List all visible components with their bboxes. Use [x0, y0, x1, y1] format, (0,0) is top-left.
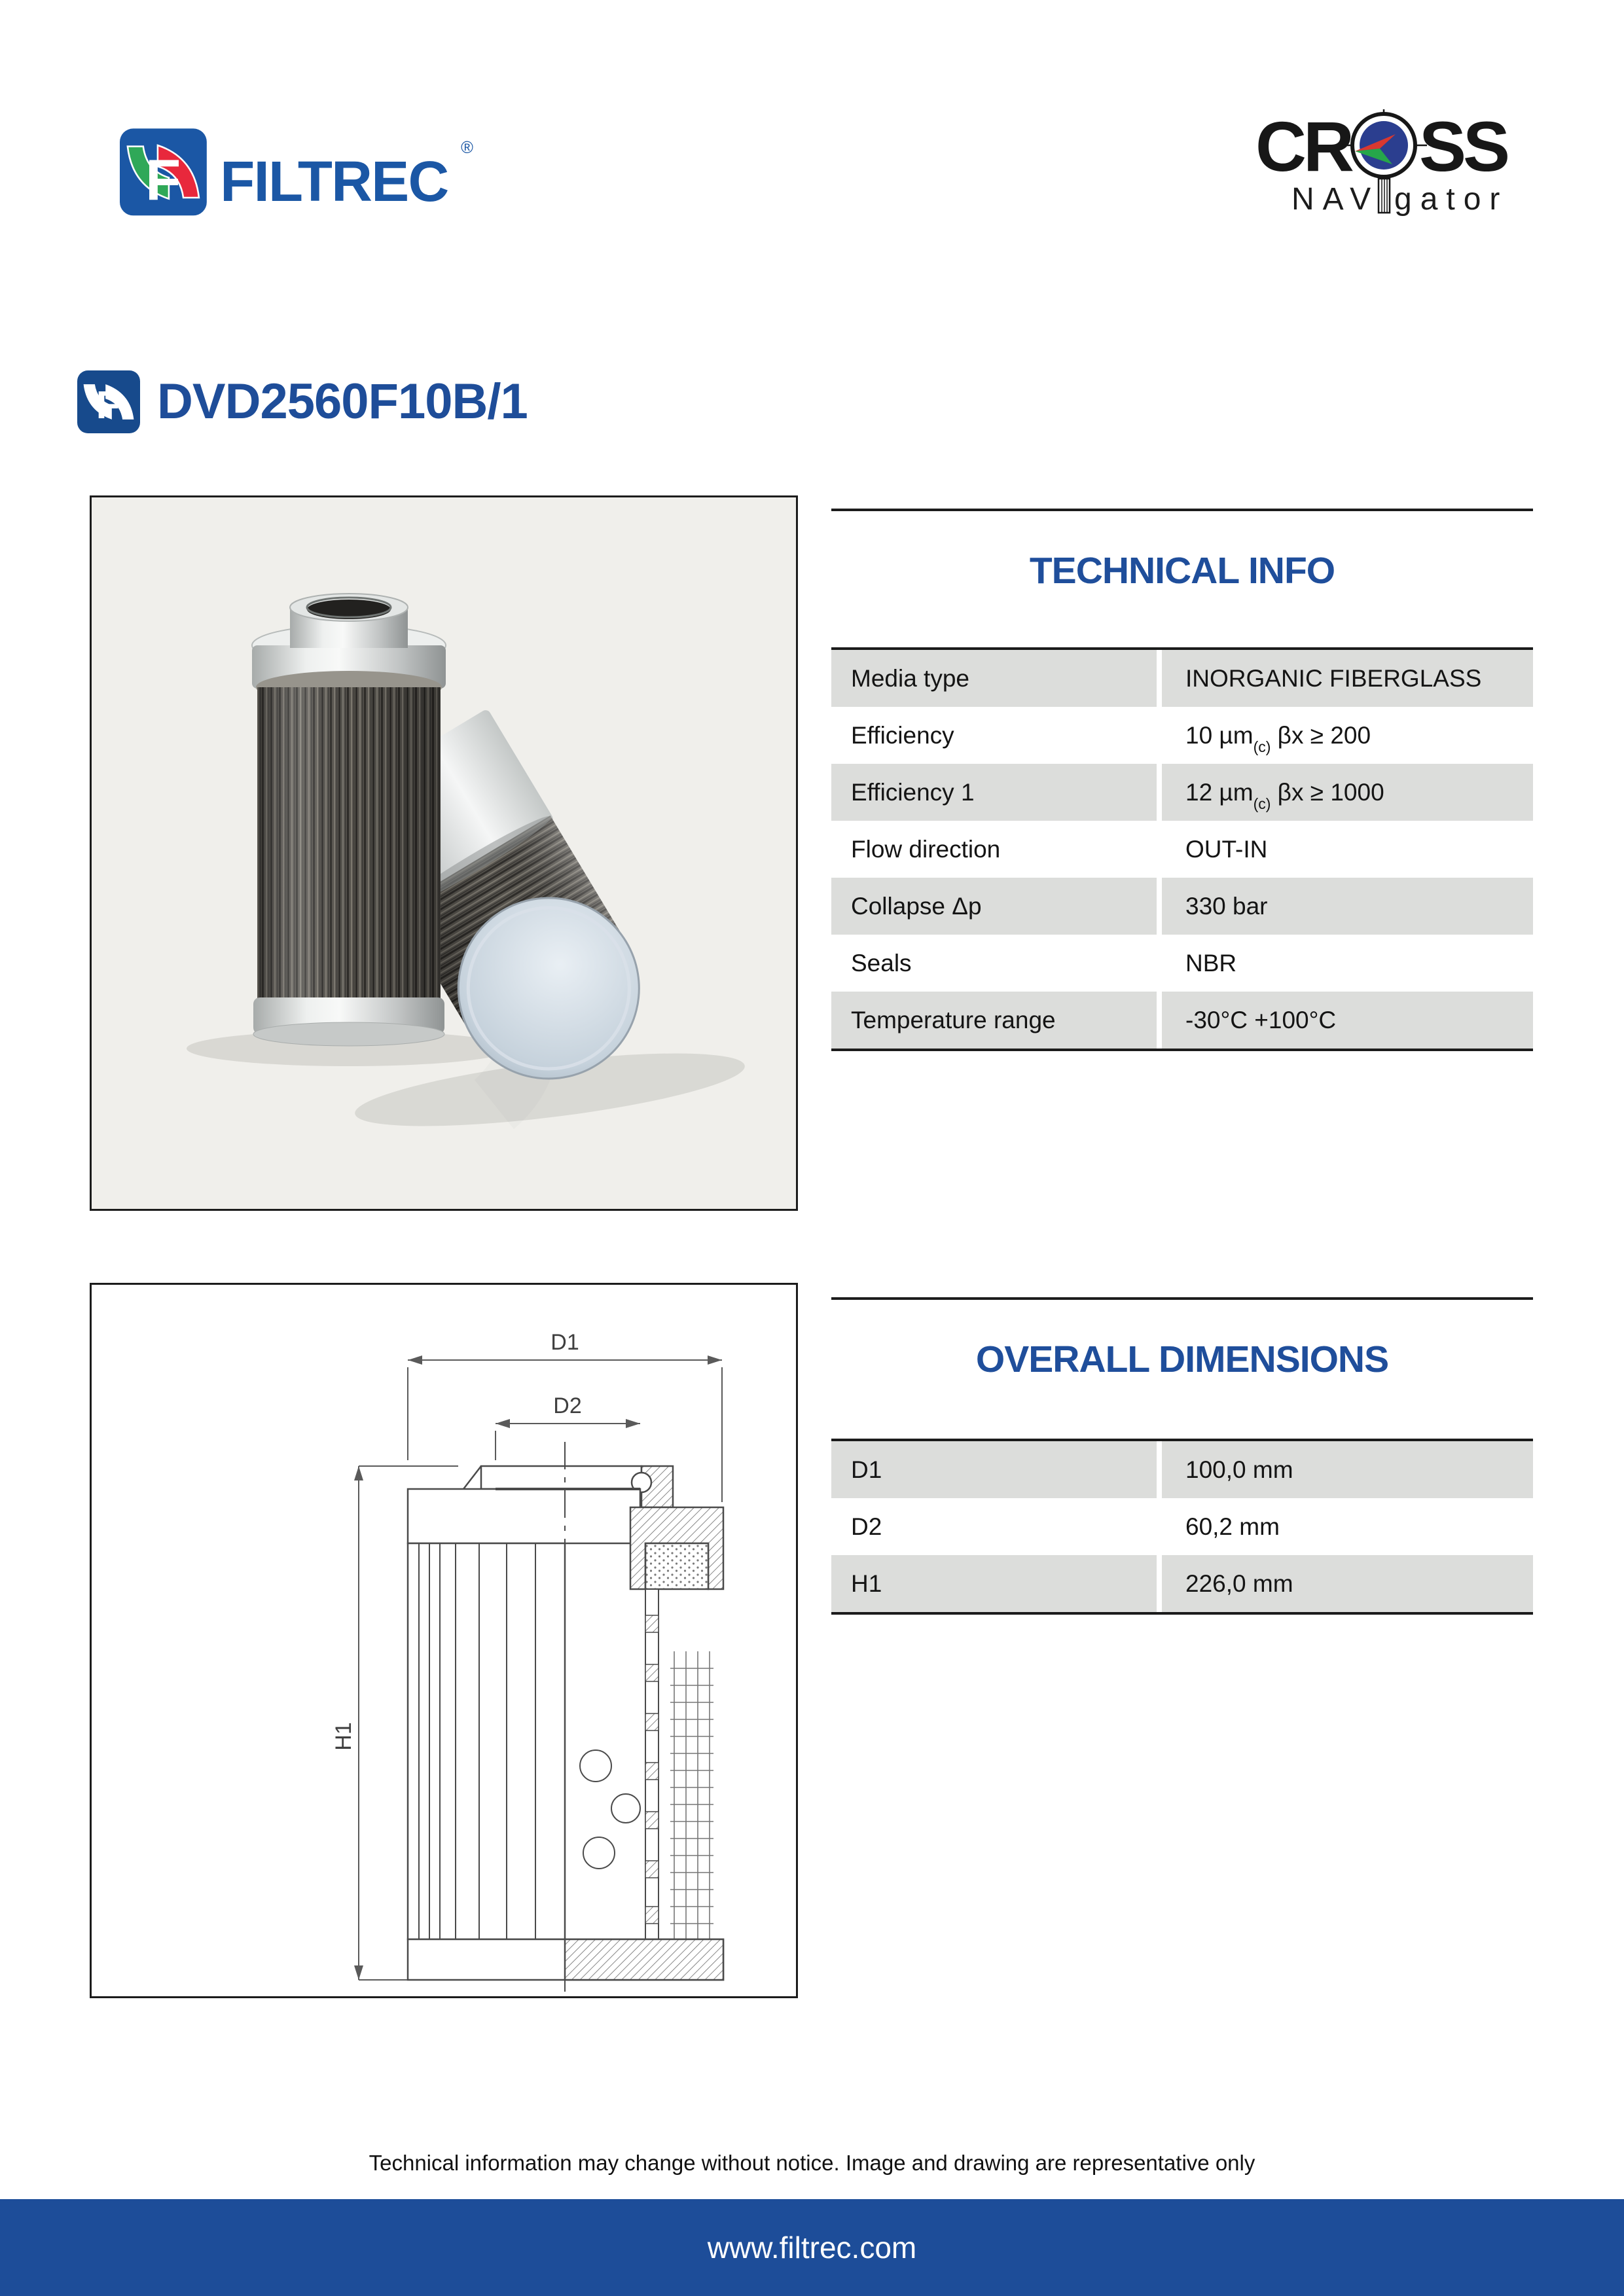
dimensions-panel — [90, 1283, 798, 1998]
technical-info-section — [831, 509, 1533, 1051]
row-value: 330 bar — [1162, 878, 1533, 935]
technical-info-table — [831, 647, 1533, 1051]
row-label: D2 — [851, 1513, 882, 1540]
section-rule — [831, 509, 1533, 511]
row-value: 100,0 mm — [1162, 1441, 1533, 1498]
row-label: Flow direction — [851, 836, 1001, 863]
row-label: Efficiency 1 — [831, 764, 1157, 821]
filtrec-wordmark: FILTREC — [220, 150, 448, 214]
row-label: Collapse Δp — [831, 878, 1157, 935]
registered-mark: ® — [461, 138, 473, 157]
row-value: INORGANIC FIBERGLASS — [1162, 650, 1533, 707]
product-header — [77, 370, 528, 433]
cross-wordmark-right: SS — [1419, 108, 1507, 186]
row-value: 226,0 mm — [1162, 1555, 1533, 1612]
product-code-icon — [77, 370, 140, 433]
cross-wordmark-left: CR — [1255, 108, 1351, 186]
row-label: Temperature range — [831, 992, 1157, 1049]
row-value: -30°C +100°C — [1162, 992, 1533, 1049]
row-value: NBR — [1185, 950, 1237, 977]
dim-label-d2: D2 — [553, 1393, 582, 1418]
section-title: OVERALL DIMENSIONS — [975, 1338, 1389, 1380]
row-value: 10 µm$_{(c)}$ βx ≥ 200 — [1185, 722, 1371, 755]
row-value: 12 µm$_{(c)}$ βx ≥ 1000 — [1162, 764, 1533, 821]
table-row — [831, 650, 1533, 707]
dimensions-drawing — [92, 1285, 796, 1996]
product-photo-panel — [90, 495, 798, 1211]
section-rule — [831, 1297, 1533, 1300]
navigator-text-right: gator — [1394, 182, 1509, 217]
table-row — [831, 821, 1533, 878]
row-label: D1 — [831, 1441, 1157, 1498]
standing-filter-element — [252, 594, 446, 1046]
row-label: Media type — [831, 650, 1157, 707]
table-row — [831, 1498, 1533, 1555]
table-row — [831, 764, 1533, 821]
table-row — [831, 707, 1533, 764]
filtrec-logo — [120, 117, 488, 226]
row-value: OUT-IN — [1185, 836, 1268, 863]
overall-dimensions-section — [831, 1297, 1533, 1615]
section-title: TECHNICAL INFO — [1029, 550, 1335, 592]
table-row — [831, 992, 1533, 1049]
navigator-text-left: NAV — [1291, 182, 1380, 217]
page-title: DVD2560F10B/1 — [157, 374, 528, 429]
website-link[interactable]: www.filtrec.com — [707, 2231, 917, 2265]
footer-disclaimer: Technical information may change without notice. Image and drawing are representative only — [369, 2151, 1255, 2175]
svg-text:F: F — [96, 382, 120, 427]
filtrec-logo-icon — [120, 128, 207, 215]
footer-bar — [0, 2199, 1624, 2296]
overall-dimensions-table — [831, 1439, 1533, 1615]
table-row — [831, 1441, 1533, 1498]
cross-navigator-logo — [1255, 108, 1517, 223]
svg-text:F: F — [145, 147, 181, 213]
row-label: H1 — [831, 1555, 1157, 1612]
table-row — [831, 1555, 1533, 1612]
row-label: Efficiency — [851, 722, 954, 749]
dim-label-d1: D1 — [550, 1330, 579, 1355]
row-value: 60,2 mm — [1185, 1513, 1280, 1540]
table-row — [831, 935, 1533, 992]
dim-label-h1: H1 — [331, 1722, 356, 1751]
product-photo — [92, 497, 796, 1209]
row-label: Seals — [851, 950, 912, 977]
table-row — [831, 878, 1533, 935]
